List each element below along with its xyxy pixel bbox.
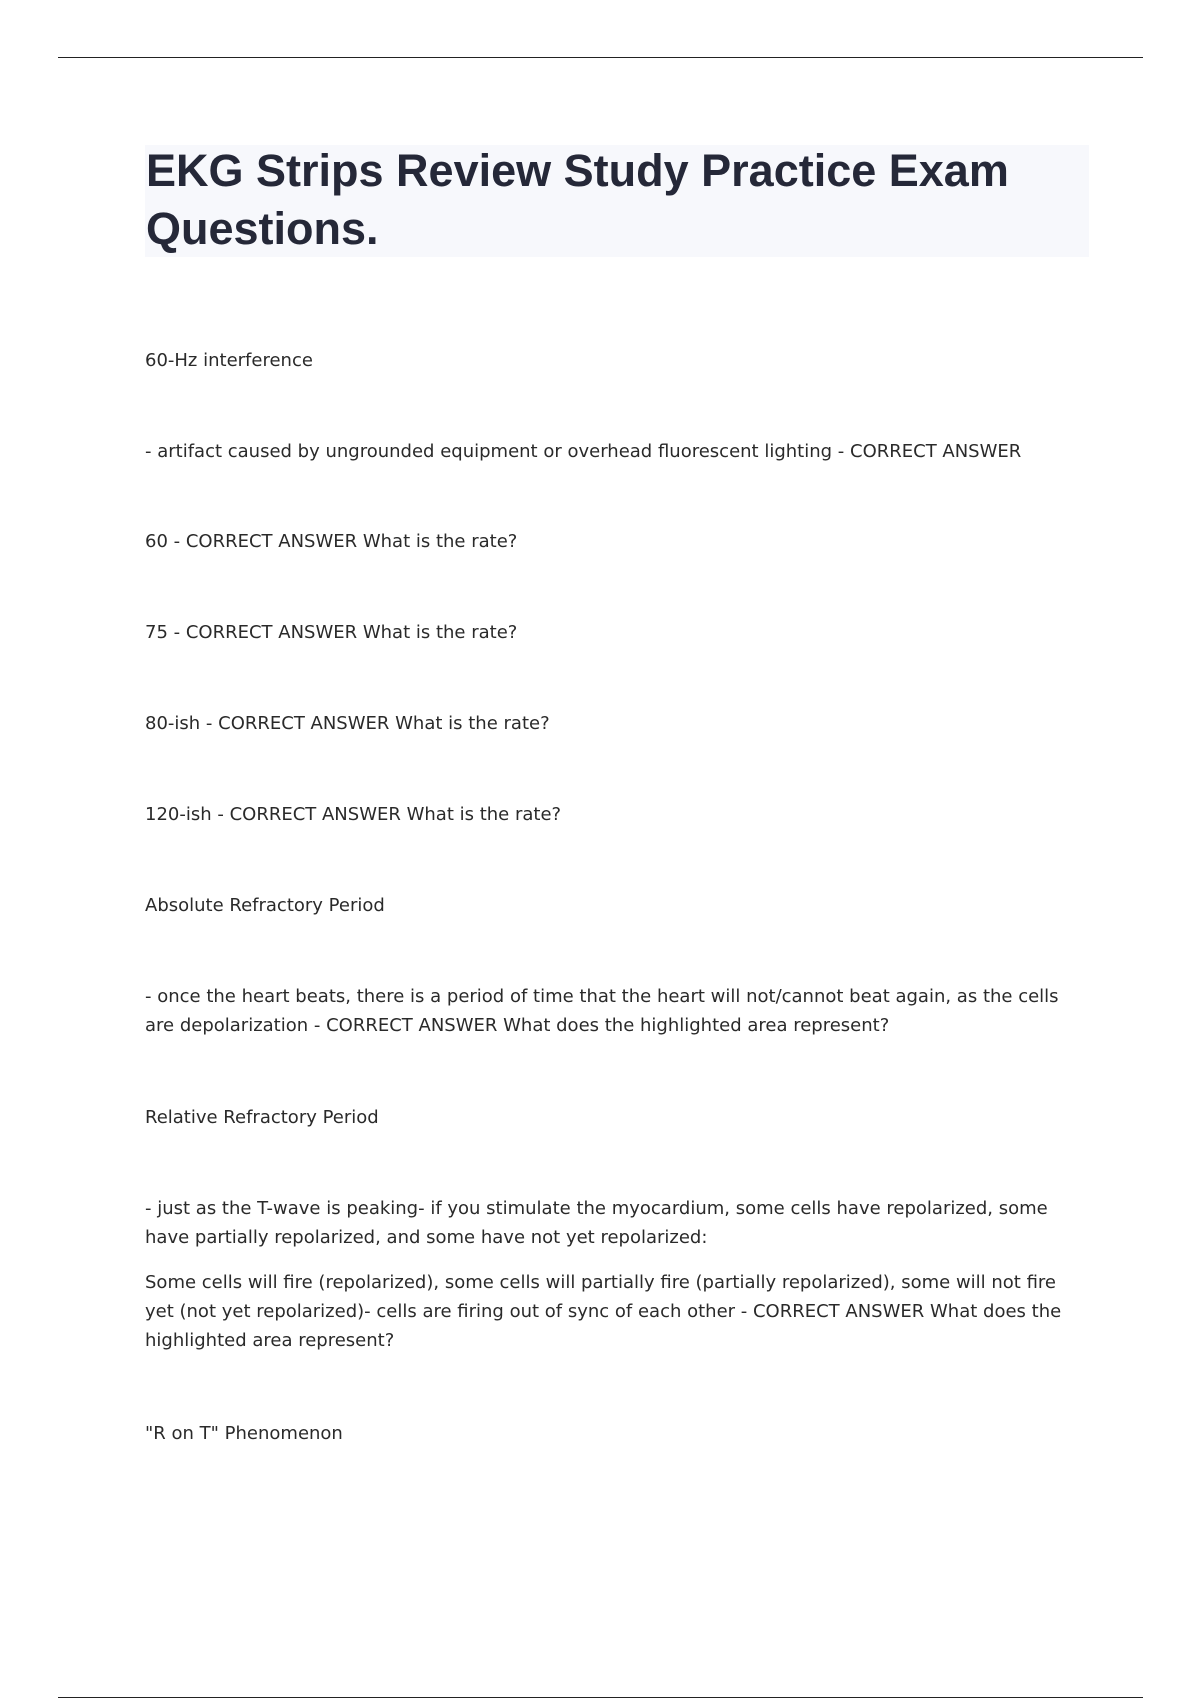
definition-absolute-refractory: - once the heart beats, there is a period of time that the heart will not/cannot beat again, as the cells are depolarization - CORRECT ANSWER What does the highlighted area represent?: [145, 986, 1059, 1036]
definition-60hz-interference: - artifact caused by ungrounded equipment or overhead fluorescent lighting - CORRECT ANSWER: [145, 441, 1022, 462]
top-divider: [58, 57, 1143, 58]
answer-rate-75: 75 - CORRECT ANSWER What is the rate?: [145, 622, 518, 643]
term-relative-refractory: Relative Refractory Period: [145, 1107, 379, 1128]
definition-relative-refractory-part1: - just as the T-wave is peaking- if you stimulate the myocardium, some cells have repolarized, some have partially repolarized, and some have not yet repolarized:: [145, 1198, 1048, 1248]
answer-rate-120: 120-ish - CORRECT ANSWER What is the rate?: [145, 804, 562, 825]
document-title: EKG Strips Review Study Practice Exam Questions.: [146, 145, 1009, 254]
bottom-divider: [58, 1697, 1143, 1698]
answer-rate-80: 80-ish - CORRECT ANSWER What is the rate?: [145, 713, 550, 734]
term-absolute-refractory: Absolute Refractory Period: [145, 895, 385, 916]
term-r-on-t: "R on T" Phenomenon: [145, 1423, 343, 1444]
definition-relative-refractory-part2: Some cells will fire (repolarized), some cells will partially fire (partially repolarized), some will not fire yet (not yet repolarized)- cells are firing out of sync of each other - CORRECT ANSWER What does the highlighted area represent?: [145, 1272, 1062, 1351]
answer-rate-60: 60 - CORRECT ANSWER What is the rate?: [145, 531, 518, 552]
term-60hz-interference: 60-Hz interference: [145, 350, 313, 371]
